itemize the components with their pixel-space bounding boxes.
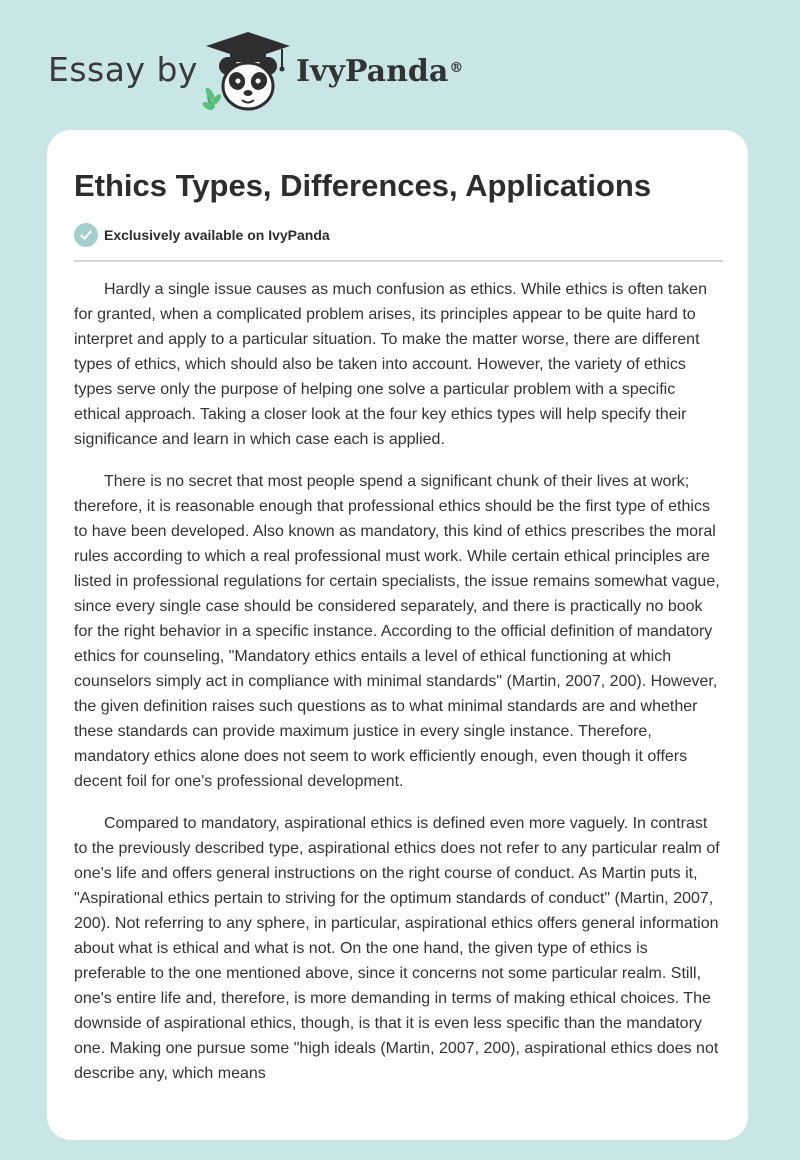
site-header	[0, 0, 800, 130]
registered-mark: ®	[449, 60, 464, 76]
divider	[74, 260, 723, 262]
paragraph: There is no secret that most people spend a significant chunk of their lives at work; therefore, it is reasonable enough that professional ethics should be the first type of ethics to have been developed. Also known as mandatory, this kind of ethics prescribes the moral rules according to which a real professional must work. While certain ethical principles are listed in professional regulations for certain specialists, the issue remains somewhat vague, since every single case should be considered separately, and there is practically no book for the right behavior in a specific instance. According to the official definition of mandatory ethics for counseling, "Mandatory ethics entails a level of ethical functioning at which counselors simply act in compliance with minimal standards" (Martin, 2007, 200). However, the given definition raises such questions as to what minimal standards are and whether these standards can provide maximum justice in every single instance. Therefore, mandatory ethics alone does not seem to work efficiently enough, even though it offers decent foil for one's professional development.	[74, 473, 720, 790]
panda-graduate-logo-icon[interactable]	[202, 30, 294, 116]
essay-title: Ethics Types, Differences, Applications	[74, 168, 652, 203]
essay-card	[47, 130, 748, 1140]
paragraph: Hardly a single issue causes as much confusion as ethics. While ethics is often taken for granted, when a complicated problem arises, its principles appear to be quite hard to interpret and apply to a particular situation. To make the matter worse, there are different types of ethics, which should also be taken into account. However, the variety of ethics types serve only the purpose of helping one solve a particular problem with a specific ethical approach. Taking a closer look at the four key ethics types will help specify their significance and learn in which case each is applied.	[74, 281, 707, 448]
check-circle-icon	[74, 223, 98, 247]
paragraph: Compared to mandatory, aspirational ethics is defined even more vaguely. In contrast to the previously described type, aspirational ethics does not refer to any particular realm of one's life and offers general instructions on the right course of conduct. As Martin puts it, "Aspirational ethics pertain to striving for the optimum standards of conduct" (Martin, 2007, 200). Not referring to any sphere, in particular, aspirational ethics offers general information about what is ethical and what is not. On the one hand, the given type of ethics is preferable to the one mentioned above, since it concerns not some particular realm. Still, one's entire life and, therefore, is more demanding in terms of making ethical choices. The downside of aspirational ethics, though, is that it is even less specific than the mandatory one. Making one pursue some "high ideals (Martin, 2007, 200), aspirational ethics does not describe any, which means	[74, 815, 720, 1082]
brand-name[interactable]	[296, 52, 463, 92]
brand-prefix: Essay by	[48, 50, 198, 89]
brand-name-text: IvyPanda	[296, 54, 449, 89]
essay-body	[74, 277, 723, 1140]
badge-label: Exclusively available on IvyPanda	[104, 227, 330, 243]
exclusive-badge	[74, 222, 330, 248]
